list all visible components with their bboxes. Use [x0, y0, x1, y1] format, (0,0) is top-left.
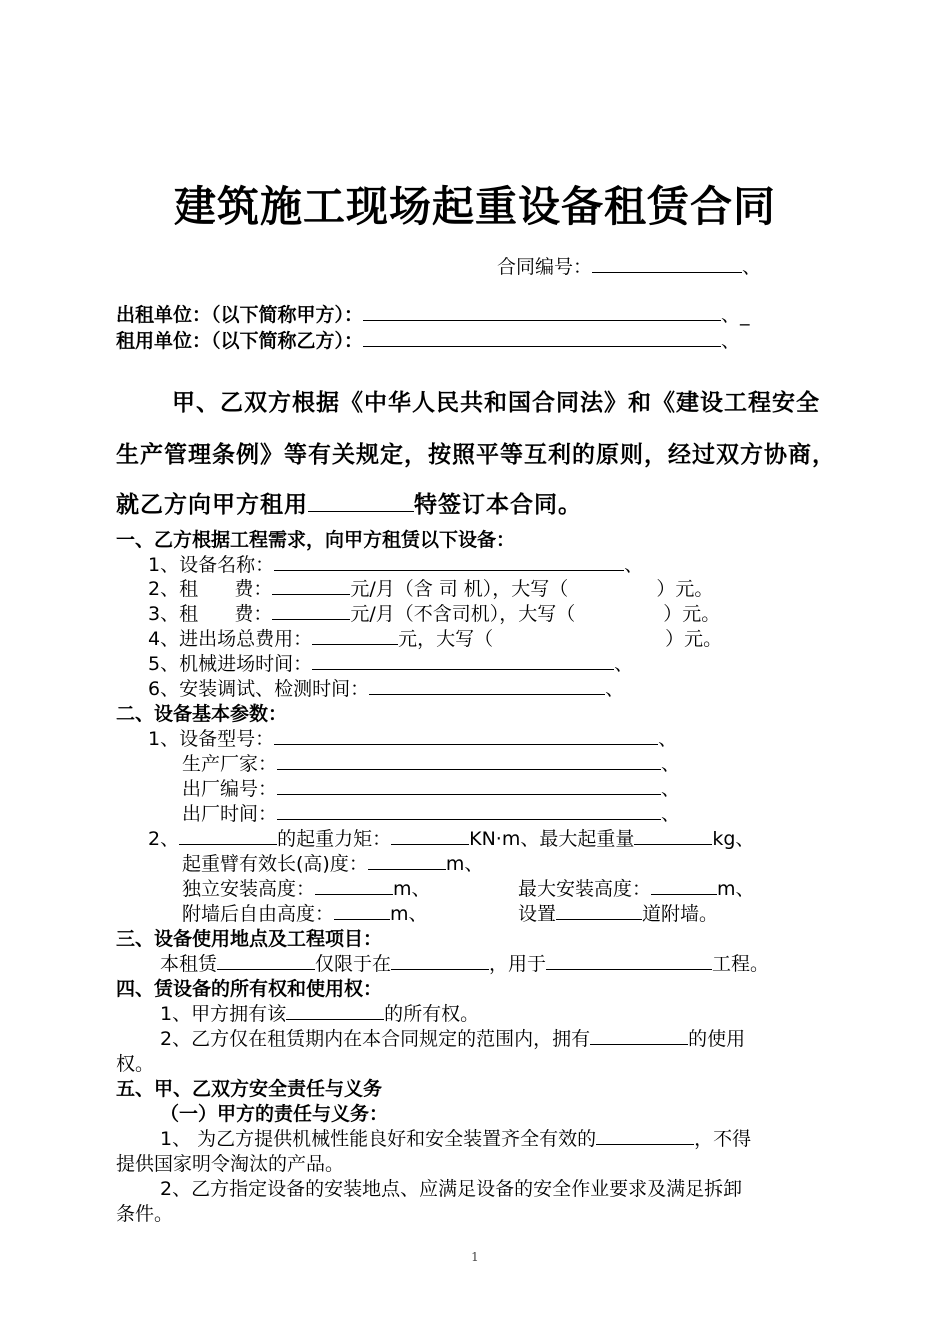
duty-1-row [160, 1124, 751, 1151]
equipment-blank[interactable] [308, 489, 414, 512]
moment-blank[interactable] [391, 826, 469, 845]
section-5-heading: 五、甲、乙双方安全责任与义务 [116, 1078, 383, 1100]
lessor-label: 出租单位：（以下简称甲方）： [116, 304, 364, 326]
lessor-blank[interactable] [363, 302, 721, 321]
rent-without-driver-text: 元/月（不含司机），大写（ [350, 603, 576, 625]
separator-mark: 、 [721, 330, 741, 352]
serial-label: 出厂编号： [182, 778, 278, 800]
maker-label: 生产厂家： [182, 753, 278, 775]
rent-without-driver-words[interactable] [575, 602, 663, 620]
duty-2-row: 2、乙方指定设备的安装地点、应满足设备的安全作业要求及满足拆卸 [160, 1178, 743, 1200]
rent-without-driver-end: ）元。 [663, 603, 721, 625]
setup-label: 设置 [518, 903, 557, 925]
contract-number-blank[interactable] [592, 254, 742, 273]
serial-blank[interactable] [277, 776, 661, 795]
intro-line-3 [116, 486, 582, 519]
install-time-row: 6、安装调试、检测时间： 、 [148, 678, 625, 700]
intro-line-3a: 就乙方向甲方租用 [116, 491, 308, 518]
moment-row [148, 824, 754, 851]
max-load-blank[interactable] [634, 826, 712, 845]
party-a-duties-heading: （一）甲方的责任与义务： [160, 1103, 389, 1125]
model-label: 1、设备型号： [148, 728, 275, 750]
ownership-blank[interactable] [286, 1001, 384, 1020]
duty-1-continued: 提供国家明令淘汰的产品。 [116, 1153, 345, 1175]
m-unit: m、 [445, 853, 484, 875]
entry-time-row: 5、机械进场时间： 、 [148, 653, 634, 675]
usage-location-blank[interactable] [391, 951, 489, 970]
rent-with-driver-blank[interactable] [272, 576, 350, 595]
rent-with-driver-words[interactable] [568, 577, 656, 595]
usage-right-blank[interactable] [590, 1026, 688, 1045]
contract-number-row [497, 252, 761, 279]
arm-length-row [182, 849, 483, 876]
intro-line-2: 生产管理条例》等有关规定，按照平等互利的原则，经过双方协商， [116, 441, 836, 468]
entry-time-blank[interactable] [312, 651, 614, 670]
arm-length-label: 起重臂有效长(高)度： [182, 853, 368, 875]
entry-time-label: 5、机械进场时间： [148, 653, 313, 675]
rent-with-driver-text: 元/月（含 司 机），大写（ [350, 578, 569, 600]
factory-date-label: 出厂时间： [182, 803, 278, 825]
separator-mark: 、_ [721, 304, 750, 326]
rent-without-driver-row [148, 599, 720, 626]
after-wall-height-label: 附墙后自由高度： [182, 903, 335, 925]
page-number: 1 [471, 1250, 479, 1264]
total-fee-row [148, 624, 722, 651]
duty-1-b: ，不得 [694, 1128, 752, 1150]
equipment-name-row: 1、设备名称： 、 [148, 554, 644, 576]
model-blank[interactable] [274, 726, 658, 745]
install-time-label: 6、安装调试、检测时间： [148, 678, 370, 700]
usage-right-row [160, 1024, 745, 1051]
lessor-row [116, 300, 750, 327]
maker-blank[interactable] [277, 751, 661, 770]
total-fee-text: 元，大写（ [398, 628, 494, 650]
usage-right-b: 的使用 [688, 1028, 746, 1050]
usage-project-blank[interactable] [546, 951, 712, 970]
section-1-heading: 一、乙方根据工程需求，向甲方租赁以下设备： [116, 529, 516, 551]
install-time-blank[interactable] [369, 676, 605, 695]
usage-equipment-blank[interactable] [217, 951, 315, 970]
independent-height-blank[interactable] [315, 876, 393, 895]
intro-line-1: 甲、乙双方根据《中华人民共和国合同法》和《建设工程安全 [172, 389, 820, 416]
independent-height-label: 独立安装高度： [182, 878, 316, 900]
factory-date-row: 出厂时间： 、 [182, 803, 681, 825]
factory-date-blank[interactable] [277, 801, 661, 820]
rent-label: 3、租 费： [148, 603, 273, 625]
max-height-label: 最大安装高度： [518, 878, 652, 900]
m-unit: m、 [717, 878, 755, 900]
section-4-heading: 四、赁设备的所有权和使用权： [116, 978, 383, 1000]
moment-unit: KN·m、最大起重量 [469, 828, 635, 850]
duty-2-continued: 条件。 [116, 1203, 174, 1225]
duty-1-a: 1、 为乙方提供机械性能良好和安全装置齐全有效的 [160, 1128, 597, 1150]
lessee-blank[interactable] [363, 328, 721, 347]
moment-label: 的起重力矩： [277, 828, 392, 850]
rent-label: 2、租 费： [148, 578, 273, 600]
ownership-b: 的所有权。 [384, 1003, 480, 1025]
after-wall-height-row [182, 899, 428, 926]
usage-right-a: 2、乙方仅在租赁期内在本合同规定的范围内，拥有 [160, 1028, 591, 1050]
after-wall-height-blank[interactable] [334, 901, 390, 920]
wall-ties-blank[interactable] [556, 901, 642, 920]
model-row: 1、设备型号： 、 [148, 728, 678, 750]
max-height-blank[interactable] [651, 876, 717, 895]
lessee-row [116, 326, 740, 353]
total-fee-blank[interactable] [312, 626, 398, 645]
rent-with-driver-row [148, 574, 713, 601]
separator-mark: 、 [742, 256, 762, 278]
duty-1-blank[interactable] [596, 1126, 694, 1145]
wall-ties-label: 道附墙。 [642, 903, 719, 925]
moment-equipment-blank[interactable] [179, 826, 277, 845]
usage-b: 仅限于在 [315, 953, 392, 975]
independent-height-row [182, 874, 431, 901]
m-unit: m、 [393, 878, 431, 900]
m-unit: m、 [390, 903, 428, 925]
max-height-row [518, 874, 755, 901]
wall-ties-row [518, 899, 718, 926]
rent-without-driver-blank[interactable] [272, 601, 350, 620]
serial-row: 出厂编号： 、 [182, 778, 681, 800]
equipment-name-blank[interactable] [274, 552, 624, 571]
equipment-name-label: 1、设备名称： [148, 554, 275, 576]
usage-d: 工程。 [712, 953, 770, 975]
usage-a: 本租赁 [160, 953, 218, 975]
usage-right-continued: 权。 [116, 1053, 155, 1075]
lessee-label: 租用单位：（以下简称乙方）： [116, 330, 364, 352]
section-3-heading: 三、设备使用地点及工程项目： [116, 928, 383, 950]
rent-with-driver-end: ）元。 [656, 578, 714, 600]
maker-row: 生产厂家： 、 [182, 753, 681, 775]
intro-line-3b: 特签订本合同。 [414, 491, 582, 518]
kg-unit: kg、 [712, 828, 755, 850]
ownership-a: 1、甲方拥有该 [160, 1003, 287, 1025]
contract-number-label: 合同编号： [497, 256, 593, 278]
document-title: 建筑施工现场起重设备租赁合同 [173, 182, 776, 231]
item-2-prefix: 2、 [148, 828, 180, 850]
usage-location-row [160, 949, 769, 976]
total-fee-end: ）元。 [665, 628, 723, 650]
section-2-heading: 二、设备基本参数： [116, 703, 288, 725]
arm-length-blank[interactable] [368, 851, 446, 870]
total-fee-words[interactable] [493, 627, 665, 645]
total-fee-label: 4、进出场总费用： [148, 628, 313, 650]
usage-c: ，用于 [489, 953, 547, 975]
ownership-row [160, 999, 479, 1026]
